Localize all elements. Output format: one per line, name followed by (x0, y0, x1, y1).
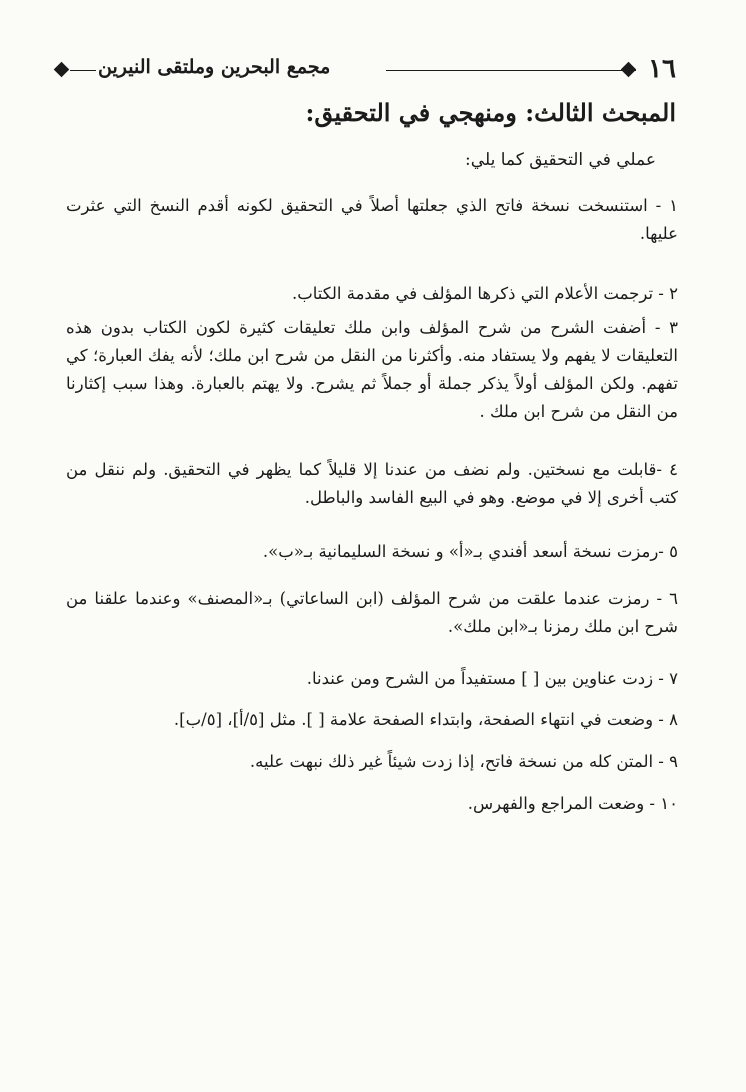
diamond-ornament-icon (54, 62, 70, 78)
section-intro: عملي في التحقيق كما يلي: (465, 150, 656, 170)
list-item: ٦ - رمزت عندما علقت من شرح المؤلف (ابن الساعاتي) بـ«المصنف» وعندما علقنا من شرح ابن ملك رمزنا بـ«ابن ملك». (66, 589, 678, 636)
list-item: ١٠ - وضعت المراجع والفهرس. (467, 794, 678, 813)
list-item: ٩ - المتن كله من نسخة فاتح، إذا زدت شيئاً غير ذلك نبهت عليه. (249, 752, 678, 771)
running-title: مجمع البحرين وملتقى النيرين (98, 56, 331, 78)
list-item: ٣ - أضفت الشرح من شرح المؤلف وابن ملك تعليقات كثيرة لكون الكتاب بدون هذه التعليقات لا يفهم ولا يستفاد منه. وأكثرنا من النقل من شرح ابن ملك؛ لأنه يفك العبارة؛ كي تفهم. ولكن المؤلف أولاً يذكر جملة أو جملاً ثم يشرح. ولا يهتم بالعبارة. وهذا سبب إكثارنا من النقل من شرح ابن ملك . (66, 318, 678, 421)
list-item: ٧ - زدت عناوين بين [ ] مستفيداً من الشرح ومن عندنا. (306, 669, 678, 688)
list-item: ٢ - ترجمت الأعلام التي ذكرها المؤلف في مقدمة الكتاب. (291, 284, 678, 303)
list-item: ٥ -رمزت نسخة أسعد أفندي بـ«أ» و نسخة السليمانية بـ«ب». (262, 542, 678, 561)
section-title: المبحث الثالث: ومنهجي في التحقيق: (305, 98, 676, 127)
list-item: ١ - استنسخت نسخة فاتح الذي جعلتها أصلاً في التحقيق لكونه أقدم النسخ التي عثرت عليها. (66, 196, 678, 243)
list-item: ٨ - وضعت في انتهاء الصفحة، وابتداء الصفحة علامة [ ]. مثل [٥/أ]، [٥/ب]. (173, 710, 678, 729)
header-rule (70, 70, 96, 71)
header-rule (386, 70, 636, 71)
list-item: ٤ -قابلت مع نسختين. ولم نضف من عندنا إلا قليلاً كما يظهر في التحقيق. ولم ننقل من كتب أخرى إلا في موضع. وهو في البيع الفاسد والباطل. (66, 460, 678, 507)
page-number: ١٦ (648, 54, 676, 84)
page-header (52, 54, 676, 90)
